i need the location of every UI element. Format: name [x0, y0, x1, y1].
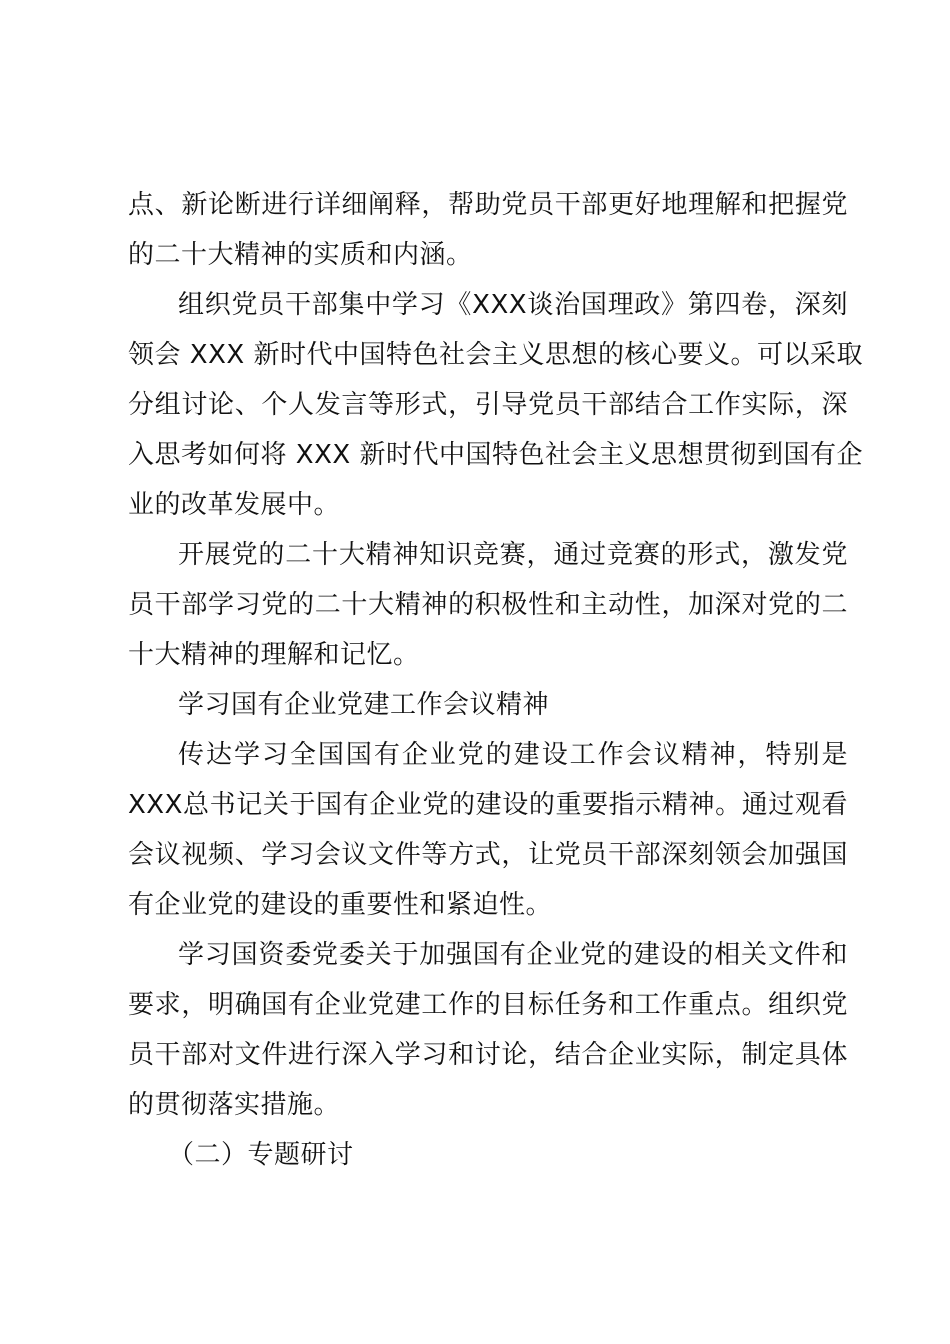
text-line: 的贯彻落实措施。 [128, 1090, 341, 1120]
text-line: 业的改革发展中。 [128, 490, 341, 520]
paragraph-first-line: 学习国资委党委关于加强国有企业党的建设的相关文件和 [178, 940, 848, 970]
paragraph-first-line: 开展党的二十大精神知识竞赛，通过竞赛的形式，激发党 [178, 540, 848, 570]
text-line: 领会 XXX 新时代中国特色社会主义思想的核心要义。可以采取 [128, 340, 863, 370]
text-line: 要求，明确国有企业党建工作的目标任务和工作重点。组织党 [128, 990, 848, 1020]
text-line: 有企业党的建设的重要性和紧迫性。 [128, 890, 553, 920]
text-line: 员干部对文件进行深入学习和讨论，结合企业实际，制定具体 [128, 1040, 848, 1070]
text-line: 十大精神的理解和记忆。 [128, 640, 420, 670]
text-line: XXX总书记关于国有企业党的建设的重要指示精神。通过观看 [128, 790, 848, 820]
text-line: 分组讨论、个人发言等形式，引导党员干部结合工作实际，深 [128, 390, 848, 420]
text-line: 员干部学习党的二十大精神的积极性和主动性，加深对党的二 [128, 590, 848, 620]
text-line: 的二十大精神的实质和内涵。 [128, 240, 473, 270]
text-line: 会议视频、学习会议文件等方式，让党员干部深刻领会加强国 [128, 840, 848, 870]
section-heading: 学习国有企业党建工作会议精神 [178, 690, 550, 720]
subsection-heading: （二）专题研讨 [168, 1140, 354, 1170]
text-line: 点、新论断进行详细阐释，帮助党员干部更好地理解和把握党 [128, 190, 848, 220]
paragraph-first-line: 传达学习全国国有企业党的建设工作会议精神，特别是 [178, 740, 848, 770]
text-line: 入思考如何将 XXX 新时代中国特色社会主义思想贯彻到国有企 [128, 440, 863, 470]
paragraph-first-line: 组织党员干部集中学习《XXX谈治国理政》第四卷，深刻 [178, 290, 848, 320]
